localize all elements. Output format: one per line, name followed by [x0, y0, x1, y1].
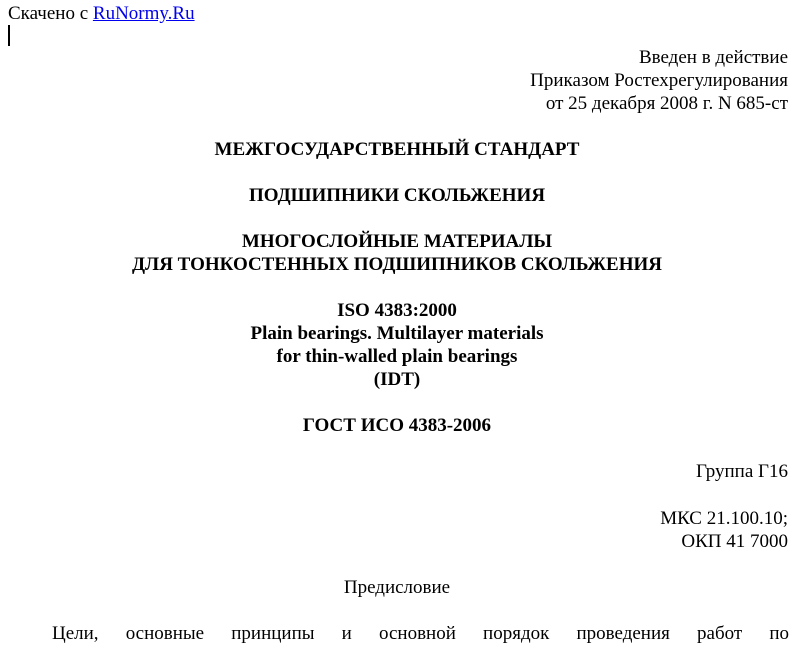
text-cursor — [8, 25, 10, 46]
mks-code: МКС 21.100.10; — [660, 508, 788, 529]
title-heading-2-line-1: МНОГОСЛОЙНЫЕ МАТЕРИАЛЫ — [241, 231, 553, 252]
gost-number: ГОСТ ИСО 4383-2006 — [302, 415, 492, 436]
iso-idt: (IDT) — [373, 369, 421, 390]
title-heading-2-line-2: ДЛЯ ТОНКОСТЕННЫХ ПОДШИПНИКОВ СКОЛЬЖЕНИЯ — [131, 254, 663, 275]
source-prefix: Скачено с — [8, 3, 93, 24]
standard-type-heading: МЕЖГОСУДАРСТВЕННЫЙ СТАНДАРТ — [214, 139, 580, 160]
source-line — [8, 2, 195, 25]
title-heading-1: ПОДШИПНИКИ СКОЛЬЖЕНИЯ — [248, 185, 546, 206]
source-link[interactable]: RuNormy.Ru — [92, 3, 195, 24]
group-code: Группа Г16 — [695, 461, 788, 482]
okp-code: ОКП 41 7000 — [681, 531, 788, 552]
iso-number: ISO 4383:2000 — [337, 300, 457, 321]
foreword-heading: Предисловие — [343, 577, 451, 598]
enactment-line-3: от 25 декабря 2008 г. N 685-ст — [545, 93, 788, 114]
foreword-first-line: Цели, основные принципы и основной порядок проведения работ по — [52, 623, 789, 644]
enactment-line-1: Введен в действие — [638, 47, 788, 68]
iso-title-line-1: Plain bearings. Multilayer materials — [250, 323, 544, 344]
enactment-line-2: Приказом Ростехрегулирования — [530, 70, 788, 91]
iso-title-line-2: for thin-walled plain bearings — [276, 346, 518, 367]
